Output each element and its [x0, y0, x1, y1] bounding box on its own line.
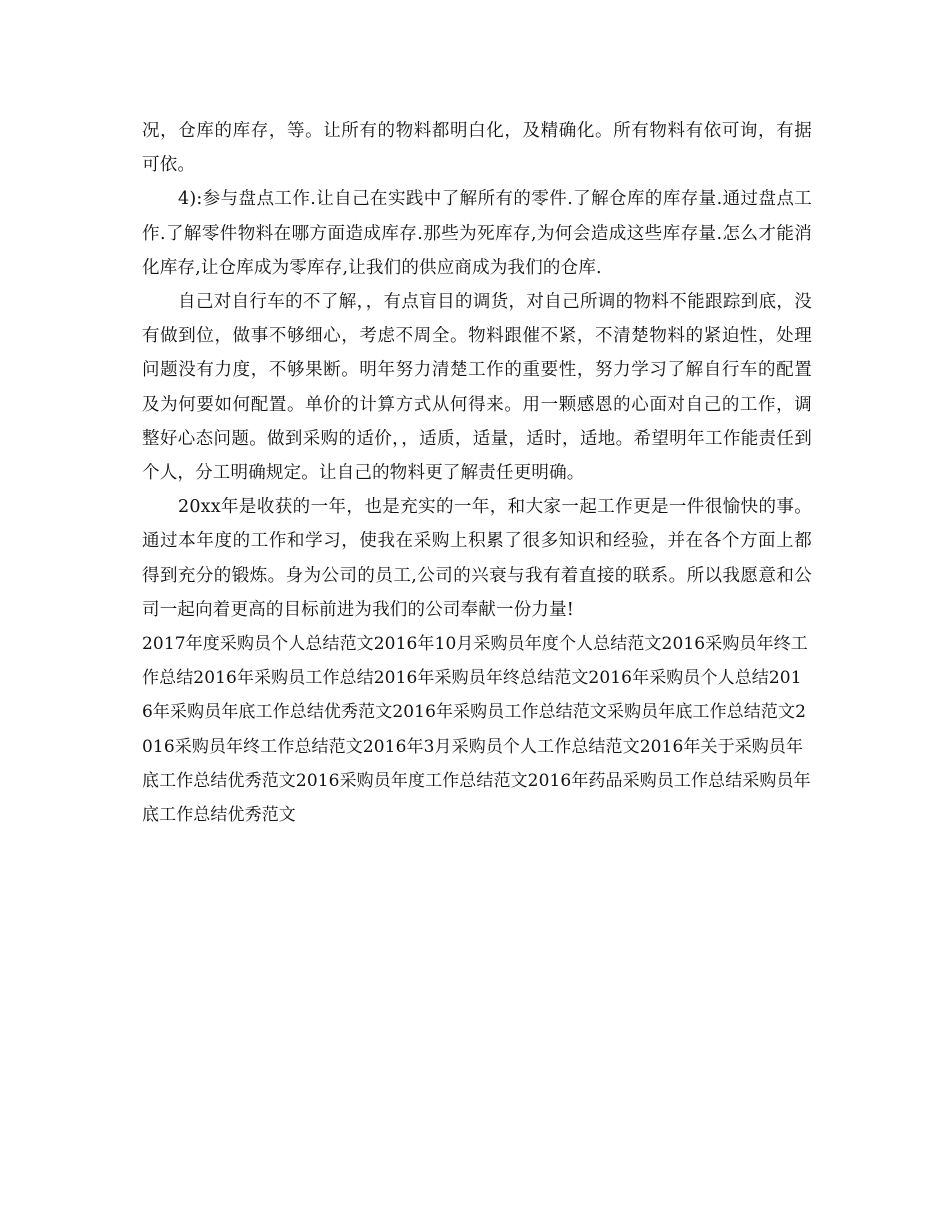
paragraph-inventory-clarity: 况，仓库的库存，等。让所有的物料都明白化，及精确化。所有物料有依可询，有据可依。 [142, 121, 812, 176]
paragraph-year-summary: 20xx年是收获的一年，也是充实的一年，和大家一起工作更是一件很愉快的事。通过本年度的工作和学习，使我在采购上积累了很多知识和经验，并在各个方面上都得到充分的锻炼。身为公司的员工,公司的兴衰与我有着直接的联系。所以我愿意和公司一起向着更高的目标前进为我们的公司奉献一份力量! [142, 497, 812, 620]
document-body [142, 114, 812, 832]
paragraph-self-review: 自己对自行车的不了解，，有点盲目的调货，对自己所调的物料不能跟踪到底，没有做到位，做事不够细心，考虑不周全。物料跟催不紧，不清楚物料的紧迫性，处理问题没有力度，不够果断。明年努力清楚工作的重要性，努力学习了解自行车的配置及为何要如何配置。单价的计算方式从何得来。用一颗感恩的心面对自己的工作，调整好心态问题。做到采购的适价，，适质，适量，适时，适地。希望明年工作能责任到个人，分工明确规定。让自己的物料更了解责任更明确。 [142, 292, 812, 484]
related-articles-list[interactable]: 2017年度采购员个人总结范文2016年10月采购员年度个人总结范文2016采购员年终工作总结2016年采购员工作总结2016年采购员年终总结范文2016年采购员个人总结2016年采购员年底工作总结优秀范文2016年采购员工作总结范文采购员年底工作总结范文2016采购员年终工作总结范文2016年3月采购员个人工作总结范文2016年关于采购员年底工作总结优秀范文2016采购员年度工作总结范文2016年药品采购员工作总结采购员年底工作总结优秀范文 [142, 634, 811, 826]
paragraph-stocktaking: 4):参与盘点工作.让自己在实践中了解所有的零件.了解仓库的库存量.通过盘点工作.了解零件物料在哪方面造成库存.那些为死库存,为何会造成这些库存量.怎么才能消化库存,让仓库成为零库存,让我们的供应商成为我们的仓库. [142, 189, 812, 278]
